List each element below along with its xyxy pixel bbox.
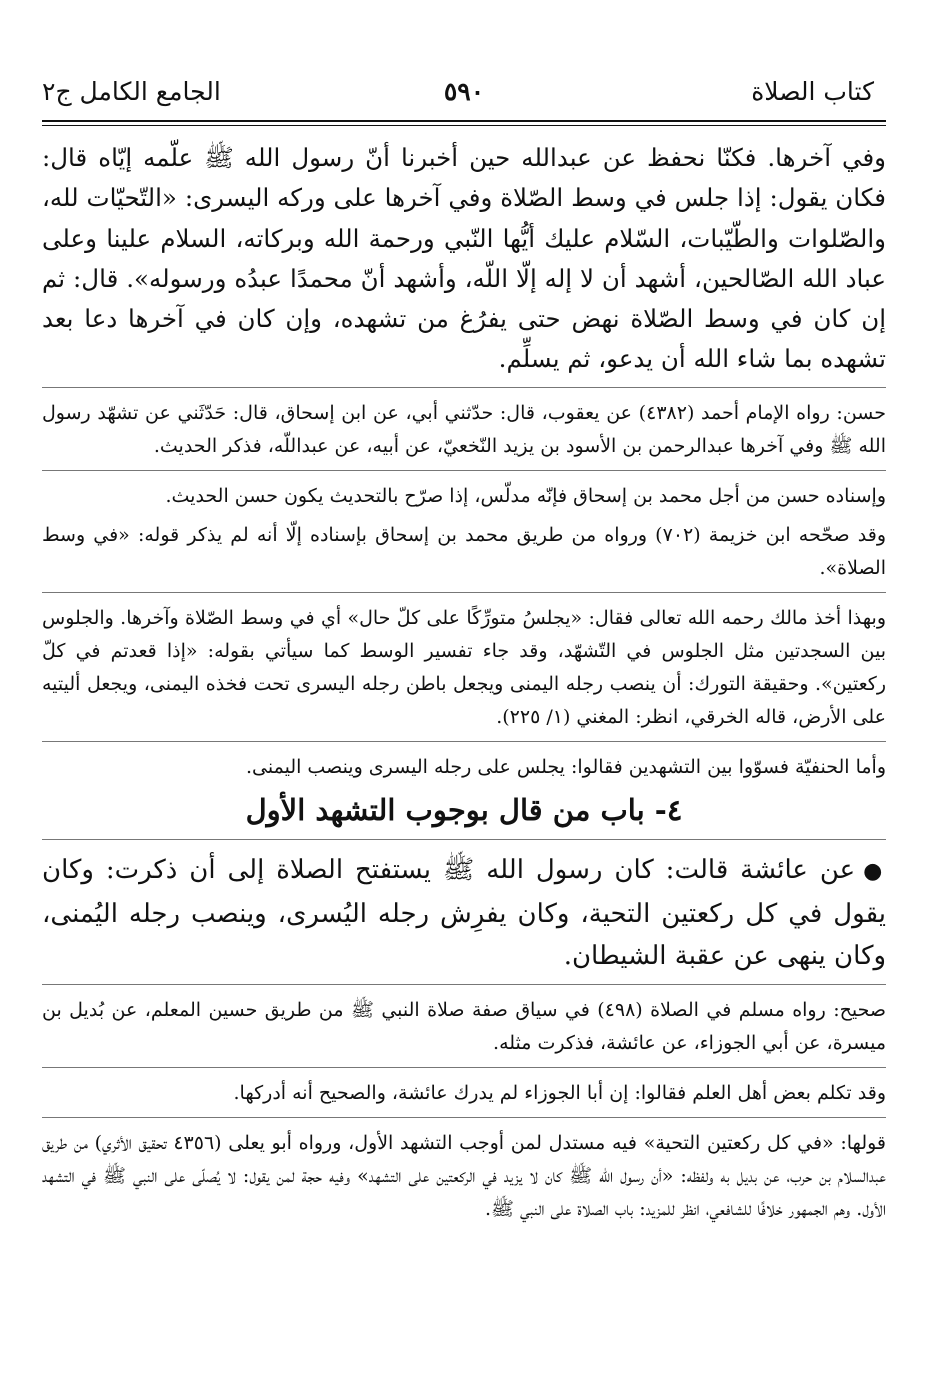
note-separator [42,1117,886,1118]
header-rule-thick [42,120,886,122]
note-isnad: وإسناده حسن من أجل محمد بن إسحاق فإنّه مدلّس، إذا صرّح بالتحديث يكون حسن الحديث. [165,484,886,507]
note-malik: وبهذا أخذ مالك رحمه الله تعالى فقال: «يجلسُ متورِّكًا على كلّ حال» أي في وسط الصّلاة وآخرها. والجلوس بين السجدتين مثل الجلوس في التّشهّد، وقد جاء تفسير الوسط كما سيأتي بقوله: «إذا قعدتم في كلّ ركعتين». وحقيقة التورك: أن ينصب رجله اليمنى ويجعل باطن رجله اليسرى تحت فخذه اليمنى، ويجعل أليتيه على الأرض، قاله الخرقي، انظر: المغني (١/ ٢٢٥). [42,606,886,728]
note-hanafi: وأما الحنفيّة فسوّوا بين التشهدين فقالوا: يجلس على رجله اليسرى وينصب اليمنى. [246,755,886,778]
note-tashahhud: قولها: «في كل ركعتين التحية» فيه مستدل لمن أوجب التشهد الأول، ورواه أبو يعلى (٤٣٥٦ تحقيق الأثري) من طريق عبدالسلام بن حرب، عن بديل به ولفظه: «أن رسول الله ﷺ كان لا يزيد في الركعتين على التشهد» وفيه حجة لمن يقول: لا يُصلّى على النبي ﷺ في التشهد الأول. وهم الجمهور خلافًا للشافعي، انظر للمزيد: باب الصلاة على النبي ﷺ. [42,1131,887,1220]
note-separator [42,741,886,742]
book-title: الجامع الكامل ج٢ [42,77,221,106]
section-separator [42,387,886,388]
hadith-aisha-text: عن عائشة قالت: كان رسول الله ﷺ يستفتح الصلاة إلى أن ذكرت: وكان يقول في كل ركعتين التحية، وكان يفرِش رجله اليُسرى، وينصب رجله اليُمنى، وكان ينهى عن عقبة الشيطان. [42,854,886,971]
note-muslim: صحيح: رواه مسلم في الصلاة (٤٩٨) في سياق صفة صلاة النبي ﷺ من طريق حسين المعلم، عن بُديل بن ميسرة، عن أبي الجوزاء، عن عائشة، فذكرت مثله. [42,998,886,1054]
note-separator [42,470,886,471]
chapter-heading: ٤- باب من قال بوجوب التشهد الأول [245,792,683,827]
bullet-icon: ● [863,858,887,884]
note-abu-jawza: وقد تكلم بعض أهل العلم فقالوا: إن أبا الجوزاء لم يدرك عائشة، والصحيح أنه أدركها. [233,1081,886,1104]
heading-separator [42,839,886,840]
hadith-aisha [42,849,886,977]
note-ibn-khuzaymah: وقد صحّحه ابن خزيمة (٧٠٢) ورواه من طريق محمد بن إسحاق بإسناده إلّا أنه لم يذكر قوله: «في وسط الصلاة». [42,523,886,579]
page-header [42,72,886,116]
hadith-main-text: وفي آخرها. فكنّا نحفظ عن عبدالله حين أخبرنا أنّ رسول الله ﷺ علّمه إيّاه قال: فكان يقول: إذا جلس في وسط الصّلاة وفي آخرها على وركه اليسرى: «التّحيّات لله، والصّلوات والطّيّبات، السّلام عليك أيُّها النّبي ورحمة الله وبركاته، السلام علينا وعلى عباد الله الصّالحين، أشهد أن لا إله إلّا اللّه، وأشهد أنّ محمدًا عبدُه ورسوله». قال: ثم إن كان في وسط الصّلاة نهض حتى يفرُغ من تشهده، وإن كان في آخرها دعا بعد تشهده بما شاء الله أن يدعو، ثم يسلِّم. [42,143,886,374]
page-number: ٥٩٠ [443,77,485,106]
note-grading: حسن: رواه الإمام أحمد (٤٣٨٢) عن يعقوب، قال: حدّثني أبي، عن ابن إسحاق، قال: حَدّثَني عن تشهّد رسول الله ﷺ وفي آخرها عبدالرحمن بن الأسود بن يزيد النّخعيّ، عن أبيه، عن عبداللّه، فذكر الحديث. [42,401,886,457]
section-separator [42,984,886,985]
chapter-title: كتاب الصلاة [751,77,874,106]
note-separator [42,592,886,593]
note-separator [42,1067,886,1068]
